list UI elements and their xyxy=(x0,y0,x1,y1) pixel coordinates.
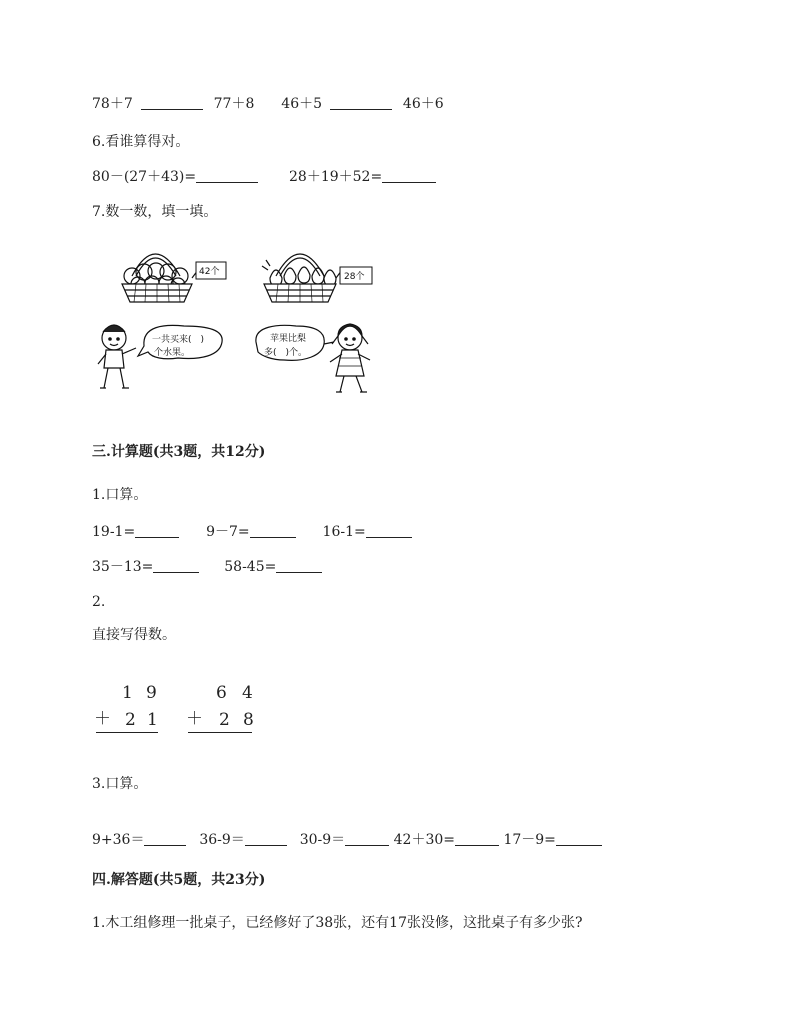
section-3-q3-title: 3.口算。 xyxy=(92,776,148,792)
mental-math-row-1 xyxy=(92,523,412,541)
section-3-heading: 三.计算题(共3题，共12分) xyxy=(92,444,266,460)
math-item: 35－13= xyxy=(92,559,154,575)
question-6-title: 6.看谁算得对。 xyxy=(92,134,190,150)
math-item: 58-45= xyxy=(224,559,277,575)
fruit-basket-illustration xyxy=(92,238,382,398)
mental-math-row-2 xyxy=(92,558,322,576)
answer-blank[interactable] xyxy=(153,558,199,573)
question-7-title: 7.数一数，填一填。 xyxy=(92,204,218,220)
math-item: 9－7= xyxy=(206,524,250,540)
math-item: 9+36＝ xyxy=(92,832,145,848)
basket-2-tag: 28个 xyxy=(344,272,365,282)
expr-1: 80－(27＋43)= xyxy=(92,169,197,185)
digit: 9 xyxy=(146,683,157,703)
girl-bubble-line2: 多( )个。 xyxy=(264,348,308,358)
digit: 2 xyxy=(219,710,230,730)
plus-sign: ＋ xyxy=(94,709,111,729)
digit: 1 xyxy=(122,683,133,703)
math-item: 42＋30= xyxy=(393,832,455,848)
section-3-q2-title: 直接写得数。 xyxy=(92,627,176,643)
digit: 4 xyxy=(242,683,253,703)
answer-blank[interactable] xyxy=(345,831,389,846)
plus-sign: ＋ xyxy=(186,709,203,729)
compare-b-left: 46＋5 xyxy=(281,96,323,112)
basket-1-tag: 42个 xyxy=(199,267,220,277)
digit: 2 xyxy=(125,710,136,730)
digit: 6 xyxy=(216,683,227,703)
apple-basket-icon xyxy=(122,254,198,302)
answer-blank[interactable] xyxy=(556,831,602,846)
math-item: 17－9= xyxy=(503,832,556,848)
boy-bubble-line2: 个水果。 xyxy=(154,348,191,358)
answer-blank[interactable] xyxy=(196,168,258,183)
compare-row xyxy=(92,95,444,113)
answer-blank[interactable] xyxy=(276,558,322,573)
boy-figure-icon xyxy=(98,325,136,388)
answer-blank[interactable] xyxy=(382,168,436,183)
girl-figure-icon xyxy=(330,324,370,392)
expr-2: 28＋19＋52= xyxy=(289,169,383,185)
mental-math-row-3 xyxy=(92,831,602,849)
section-3-q2-number: 2. xyxy=(92,594,106,610)
answer-blank[interactable] xyxy=(144,831,186,846)
section-4-q1-text: 1.木工组修理一批桌子，已经修好了38张，还有17张没修，这批桌子有多少张? xyxy=(92,915,583,931)
math-item: 16-1= xyxy=(322,524,366,540)
answer-blank[interactable] xyxy=(366,523,412,538)
sum-line xyxy=(96,732,158,733)
answer-blank[interactable] xyxy=(250,523,296,538)
compare-b-right: 46＋6 xyxy=(402,96,444,112)
digit: 1 xyxy=(147,710,158,730)
answer-blank[interactable] xyxy=(455,831,499,846)
question-6-row xyxy=(92,168,436,186)
section-4-heading: 四.解答题(共5题，共23分) xyxy=(92,872,266,888)
math-item: 30-9＝ xyxy=(299,832,346,848)
answer-blank[interactable] xyxy=(141,95,203,110)
answer-blank[interactable] xyxy=(245,831,287,846)
digit: 8 xyxy=(243,710,254,730)
sum-line xyxy=(188,732,252,733)
boy-bubble-line1: 一共买来( ) xyxy=(152,335,205,345)
answer-blank[interactable] xyxy=(330,95,392,110)
girl-bubble-line1: 苹果比梨 xyxy=(270,334,307,344)
math-item: 19-1= xyxy=(92,524,136,540)
answer-blank[interactable] xyxy=(135,523,179,538)
compare-a-right: 77＋8 xyxy=(213,96,255,112)
pear-basket-icon xyxy=(262,254,342,302)
math-item: 36-9＝ xyxy=(199,832,245,848)
section-3-q1-title: 1.口算。 xyxy=(92,487,148,503)
compare-a-left: 78＋7 xyxy=(92,96,133,112)
